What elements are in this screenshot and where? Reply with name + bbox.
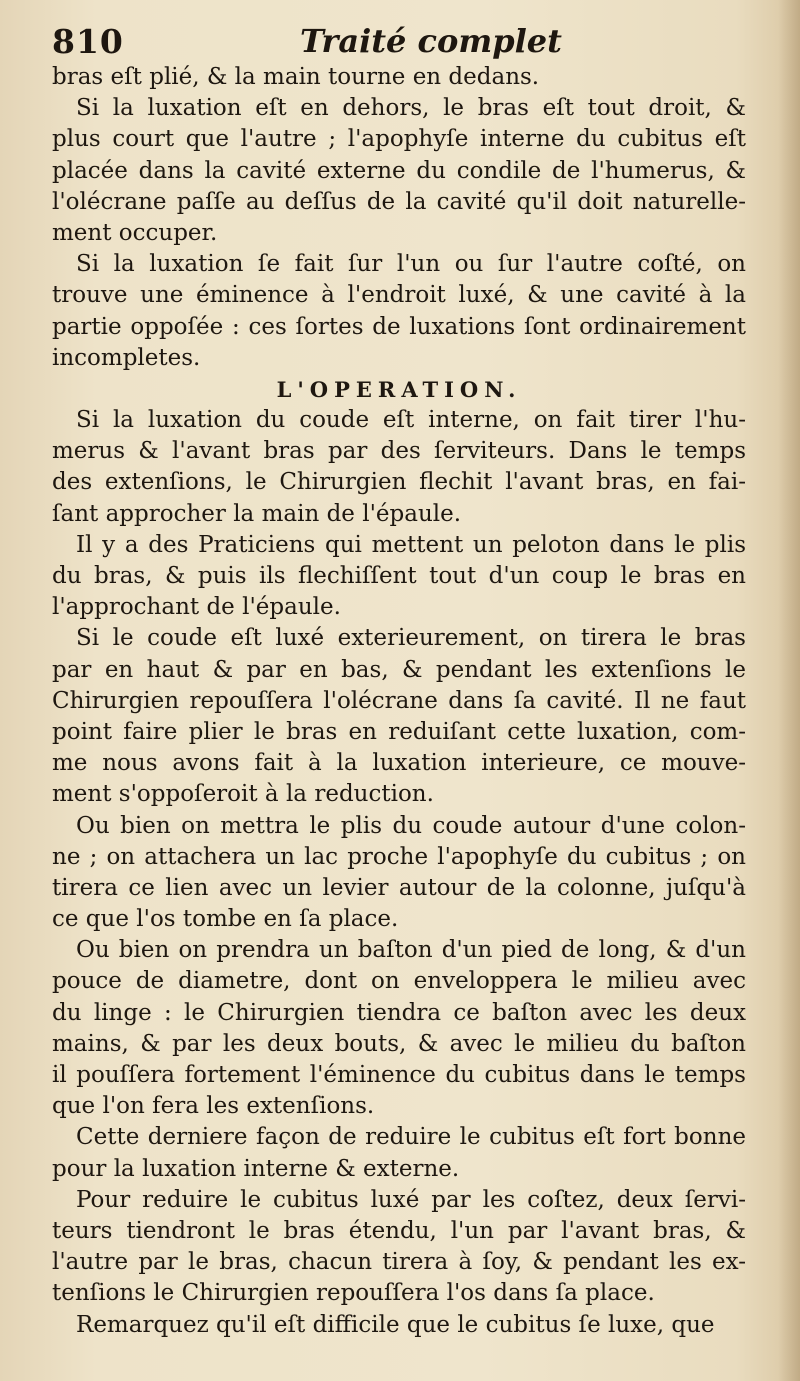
text-line: l'approchant de l'épaule.	[52, 594, 341, 621]
text-line: pouce de diametre, dont on enveloppera le milieu avec	[52, 968, 746, 995]
text-line: Chirurgien repouſſera l'olécrane dans ſa cavité. Il ne faut	[52, 687, 746, 714]
page-header	[52, 22, 752, 66]
text-line: tirera ce lien avec un levier autour de la colonne, juſqu'à	[52, 874, 746, 901]
text-line: Ou bien on prendra un baſton d'un pied de long, & d'un	[76, 937, 746, 964]
text-line: me nous avons fait à la luxation interieure, ce mouve-	[52, 750, 746, 777]
text-line: incompletes.	[52, 344, 201, 371]
text-line: ce que l'os tombe en ſa place.	[52, 906, 399, 933]
text-line: point faire plier le bras en reduiſant cette luxation, com-	[52, 718, 746, 745]
page-number: 810	[52, 22, 124, 61]
text-line: Pour reduire le cubitus luxé par les coſtez, deux ſervi-	[76, 1186, 746, 1213]
text-line: Remarquez qu'il eſt difficile que le cubitus ſe luxe, que	[76, 1311, 715, 1338]
section-heading: L'OPERATION.	[276, 376, 522, 402]
text-line: ſant approcher la main de l'épaule.	[52, 500, 462, 527]
text-line: tenſions le Chirurgien repouſſera l'os dans ſa place.	[52, 1280, 655, 1307]
text-line: Si la luxation ſe fait ſur l'un ou ſur l'autre coſté, on	[76, 251, 746, 278]
text-line: placée dans la cavité externe du condile de l'humerus, &	[52, 157, 746, 184]
text-line: par en haut & par en bas, & pendant les extenſions le	[52, 656, 746, 683]
text-line: du bras, & puis ils flechiſſent tout d'un coup le bras en	[52, 563, 746, 589]
text-line: des extenſions, le Chirurgien flechit l'avant bras, en fai-	[52, 469, 746, 496]
text-line: ment s'oppoſeroit à la reduction.	[52, 781, 434, 808]
text-line: bras eſt plié, & la main tourne en dedans.	[52, 64, 540, 90]
text-line: que l'on fera les extenſions.	[52, 1093, 375, 1120]
text-line: trouve une éminence à l'endroit luxé, & une cavité à la	[52, 282, 746, 309]
text-line: merus & l'avant bras par des ſerviteurs. Dans le temps	[52, 438, 746, 465]
text-line: Si la luxation du coude eſt interne, on fait tirer l'hu-	[76, 407, 746, 434]
text-line: l'olécrane paſſe au deſſus de la cavité qu'il doit naturelle-	[52, 188, 746, 215]
text-line: pour la luxation interne & externe.	[52, 1155, 460, 1182]
body-text	[52, 62, 746, 1341]
text-line: du linge : le Chirurgien tiendra ce baſton avec les deux	[52, 999, 746, 1026]
text-line: teurs tiendront le bras étendu, l'un par l'avant bras, &	[52, 1217, 746, 1244]
text-line: mains, & par les deux bouts, & avec le milieu du baſton	[52, 1030, 746, 1057]
text-line: l'autre par le bras, chacun tirera à ſoy, & pendant les ex-	[52, 1249, 746, 1276]
text-line: plus court que l'autre ; l'apophyſe interne du cubitus eſt	[52, 126, 746, 153]
text-line: partie oppoſée : ces ſortes de luxations ſont ordinairement	[52, 313, 746, 340]
text-line: ment occuper.	[52, 219, 218, 246]
running-title: Traité complet	[300, 22, 562, 60]
text-line: Si le coude eſt luxé exterieurement, on tirera le bras	[76, 625, 746, 652]
text-line: ne ; on attachera un lac proche l'apophyſe du cubitus ; on	[52, 843, 746, 870]
text-line: il pouſſera fortement l'éminence du cubitus dans le temps	[52, 1062, 746, 1088]
text-line: Il y a des Praticiens qui mettent un peloton dans le plis	[76, 531, 746, 558]
text-line: Si la luxation eſt en dehors, le bras eſt tout droit, &	[76, 95, 746, 122]
text-line: Ou bien on mettra le plis du coude autour d'une colon-	[76, 812, 746, 839]
text-line: Cette derniere façon de reduire le cubitus eſt fort bonne	[76, 1124, 746, 1151]
